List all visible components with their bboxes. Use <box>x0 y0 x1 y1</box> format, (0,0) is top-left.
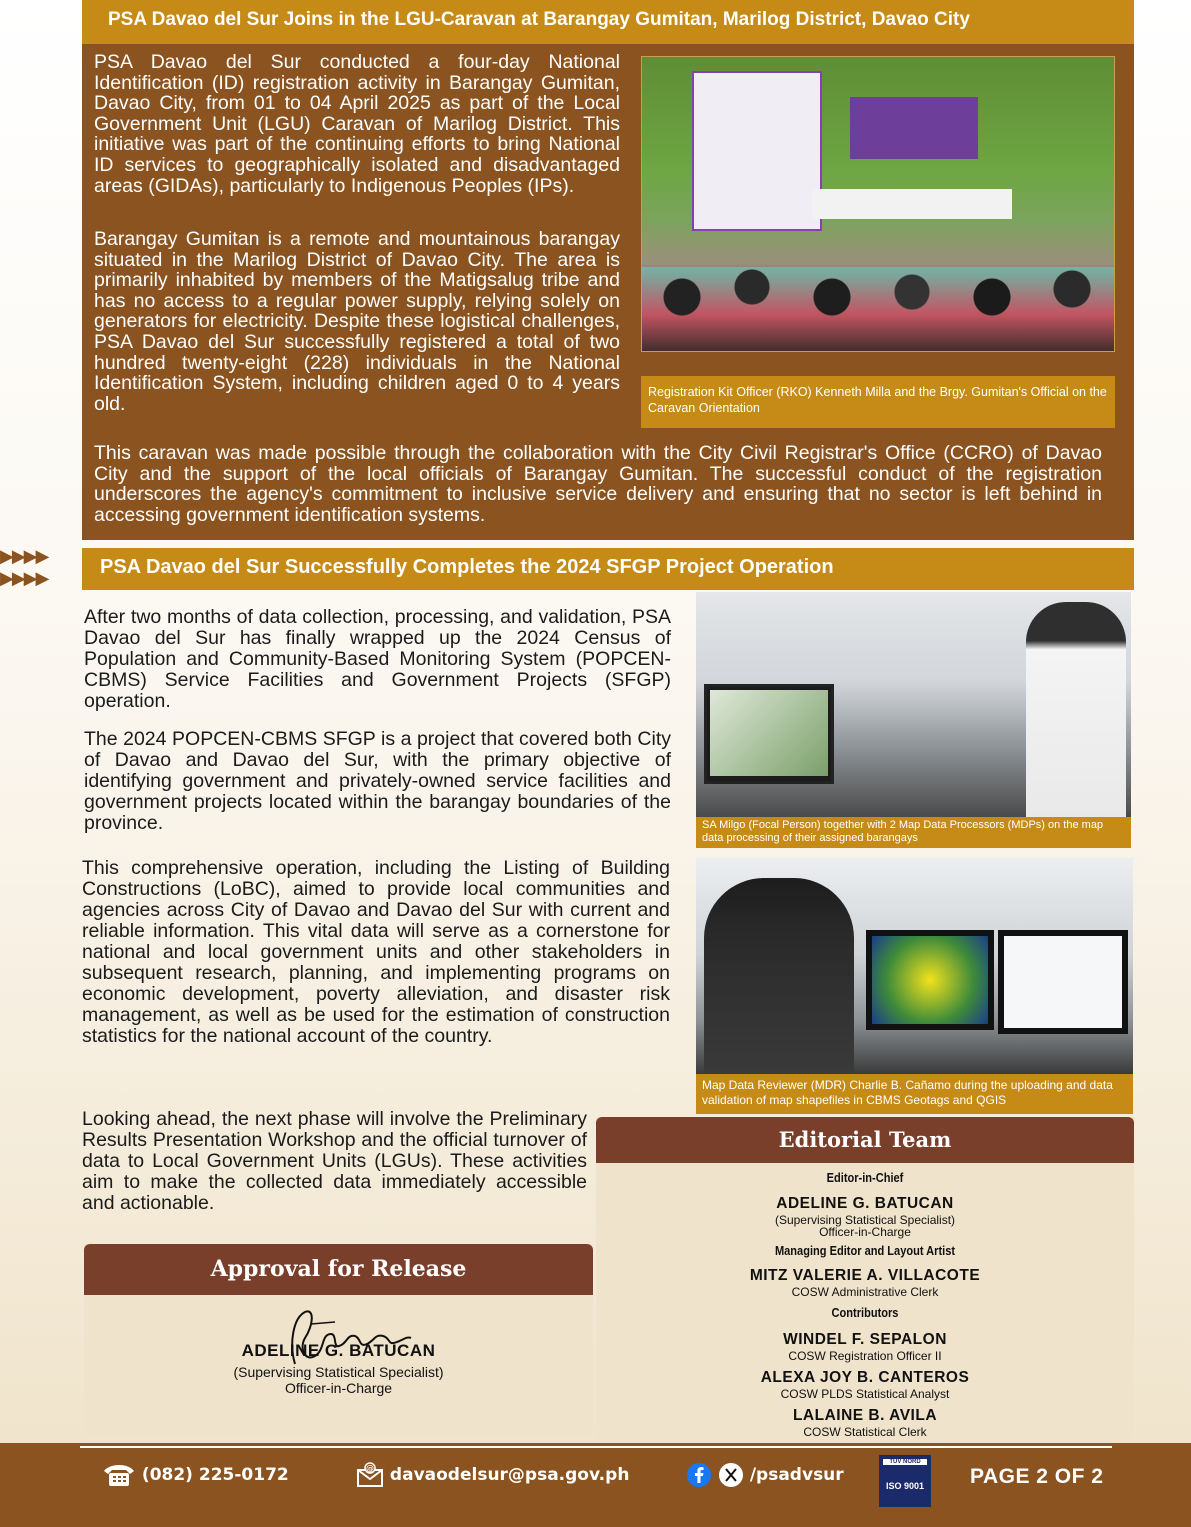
editor-in-chief-name: ADELINE G. BATUCAN <box>776 1195 954 1212</box>
article2-title: PSA Davao del Sur Successfully Completes the 2024 SFGP Project Operation <box>82 548 1134 590</box>
editor-in-chief-position-2: Officer-in-Charge <box>819 1225 911 1239</box>
contributor-name: WINDEL F. SEPALON <box>783 1331 947 1348</box>
contributor-position: COSW PLDS Statistical Analyst <box>780 1387 950 1401</box>
approver-name: ADELINE G. BATUCAN <box>241 1341 436 1360</box>
editor-in-chief-position: (Supervising Statistical Specialist) <box>774 1213 956 1227</box>
contributors-role: Contributors <box>831 1305 899 1320</box>
caravan-photo-caption: Registration Kit Officer (RKO) Kenneth Milla and the Brgy. Gumitan's Official on the Caravan Orientation <box>641 376 1115 428</box>
iso-badge <box>879 1455 931 1507</box>
iso-badge-label: ISO 9001 <box>885 1481 925 1491</box>
article1-paragraph-1: PSA Davao del Sur conducted a four-day National Identification (ID) registration activity in Barangay Gumitan, Davao City, from 01 to 04 April 2025 as part of the Local Government Unit (LGU) Caravan of Marilog District. This initiative was part of the continuing efforts to bring National ID services to geographically isolated and disadvantaged areas (GIDAs), particularly to Indigenous Peoples (IPs). <box>94 51 620 197</box>
editorial-title: Editorial Team <box>596 1117 1134 1163</box>
iso-badge-header: TÜV NORD <box>883 1459 927 1465</box>
facebook-icon <box>686 1462 712 1488</box>
map-processing-photo <box>696 592 1131 817</box>
svg-text:@: @ <box>366 1464 374 1473</box>
approval-title: Approval for Release <box>84 1244 593 1295</box>
footer-social[interactable] <box>686 1462 844 1488</box>
approver-position-2: Officer-in-Charge <box>284 1380 393 1396</box>
contributor-name: LALAINE B. AVILA <box>792 1407 938 1424</box>
article2-paragraph-4: Looking ahead, the next phase will involve the Preliminary Results Presentation Workshop and the official turnover of data to Local Government Units (LGUs). These activities aim to make the collected data immediately accessible and actionable. <box>82 1108 587 1214</box>
article2-paragraph-1: After two months of data collection, processing, and validation, PSA Davao del Sur has finally wrapped up the 2024 Census of Population and Community-Based Monitoring System (POPCEN-CBMS) Service Facilities and Government Projects (SFGP) operation. <box>84 606 671 712</box>
contributor-position: COSW Statistical Clerk <box>803 1425 927 1439</box>
page-number: PAGE 2 OF 2 <box>970 1465 1104 1488</box>
contributor-name: ALEXA JOY B. CANTEROS <box>760 1369 970 1386</box>
article1-paragraph-3: This caravan was made possible through the collaboration with the City Civil Registrar's Office (CCRO) of Davao City and the support of the local officials of Barangay Gumitan. The successful conduct of the registration underscores the agency's commitment to inclusive service delivery and ensuring that no sector is left behind in accessing government identification systems. <box>94 442 1102 526</box>
managing-editor-position: COSW Administrative Clerk <box>791 1285 939 1299</box>
arrow-icon: ▶▶▶▶ ▶▶▶▶ <box>0 546 48 589</box>
email-icon <box>356 1462 384 1488</box>
article1-title: PSA Davao del Sur Joins in the LGU-Caravan at Barangay Gumitan, Marilog District, Davao City <box>82 0 1134 44</box>
x-icon <box>718 1462 744 1488</box>
email-text: davaodelsur@psa.gov.ph <box>389 1465 630 1485</box>
managing-editor-role: Managing Editor and Layout Artist <box>774 1243 956 1258</box>
phone-text: (082) 225-0172 <box>141 1465 289 1485</box>
managing-editor-name: MITZ VALERIE A. VILLACOTE <box>749 1267 981 1284</box>
footer-divider <box>80 1446 1112 1448</box>
footer-phone[interactable] <box>102 1462 289 1488</box>
approver-position: (Supervising Statistical Specialist) <box>233 1364 444 1380</box>
article2-paragraph-2: The 2024 POPCEN-CBMS SFGP is a project that covered both City of Davao and Davao del Sur, with the primary objective of identifying government and privately-owned service facilities and government projects located within the barangay boundaries of the province. <box>84 728 671 834</box>
contributor-position: COSW Registration Officer II <box>788 1349 942 1363</box>
phone-icon <box>102 1462 136 1488</box>
article2-paragraph-3: This comprehensive operation, including the Listing of Building Constructions (LoBC), aimed to provide local communities and agencies across City of Davao and Davao del Sur with current and reliable information. This vital data will serve as a cornerstone for national and local government units and other stakeholders in subsequent research, planning, and implementing programs on economic development, poverty alleviation, and disaster risk management, as well as be used for the estimation of construction statistics for the national account of the country. <box>82 857 670 1047</box>
editor-in-chief-role: Editor-in-Chief <box>826 1170 904 1185</box>
social-handle: /psadvsur <box>749 1465 844 1485</box>
caravan-photo <box>641 56 1115 352</box>
article1-paragraph-2: Barangay Gumitan is a remote and mountainous barangay situated in the Marilog District of Davao City. The area is primarily inhabited by members of the Matigsalug tribe and has no access to a regular power supply, relying solely on generators for electricity. Despite these logistical challenges, PSA Davao del Sur successfully registered a total of two hundred twenty-eight (228) individuals in the National Identification System, including children aged 0 to 4 years old. <box>94 228 620 415</box>
map-review-photo-caption: Map Data Reviewer (MDR) Charlie B. Cañamo during the uploading and data validation of map shapefiles in CBMS Geotags and QGIS <box>696 1074 1133 1114</box>
map-review-photo <box>696 858 1133 1074</box>
footer-email[interactable] <box>356 1462 629 1488</box>
map-processing-photo-caption: SA Milgo (Focal Person) together with 2 Map Data Processors (MDPs) on the map data processing of their assigned barangays <box>696 817 1131 848</box>
